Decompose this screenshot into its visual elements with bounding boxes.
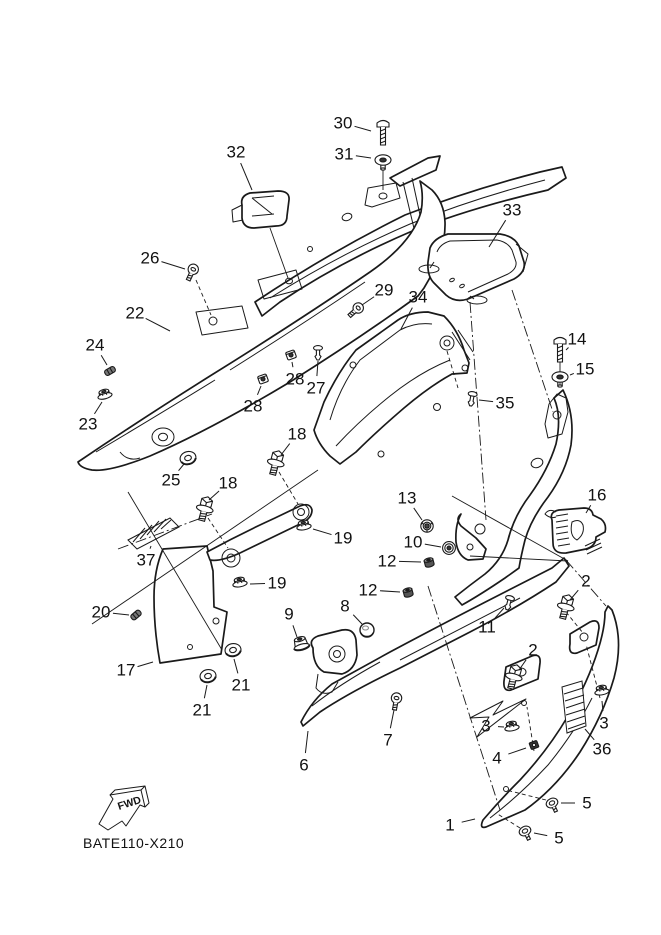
callout-leader-30: [355, 126, 371, 131]
fwd-arrow: [99, 786, 149, 830]
callout-12: 12: [377, 551, 397, 571]
callout-leader-17: [138, 662, 153, 667]
callout-leader-20: [113, 613, 129, 615]
callout-37: 37: [136, 550, 156, 570]
callout-18: 18: [218, 473, 238, 493]
callout-leader-23: [94, 402, 102, 414]
callout-leader-19: [313, 529, 332, 535]
callout-3: 3: [481, 716, 491, 736]
callout-28: 28: [243, 396, 263, 416]
part-16-latch: [545, 508, 606, 554]
screw-14-fastener: [554, 338, 566, 363]
part-37-emblem: [118, 514, 212, 549]
callouts-layer: [79, 114, 612, 848]
screw-5b-fastener: [518, 824, 535, 842]
callout-35: 35: [495, 393, 515, 413]
diagram-code: BATE110-X210: [83, 835, 185, 851]
callout-21: 21: [192, 700, 212, 720]
callout-31: 31: [334, 144, 354, 164]
callout-29: 29: [374, 280, 394, 300]
callout-5: 5: [582, 793, 592, 813]
callout-28: 28: [285, 369, 305, 389]
callout-leader-37: [150, 546, 151, 549]
callout-16: 16: [587, 485, 607, 505]
callout-20: 20: [91, 602, 111, 622]
washer-15-fastener: [552, 372, 568, 387]
callout-12: 12: [358, 580, 378, 600]
callout-2: 2: [528, 640, 538, 660]
grommet-21b-fastener: [199, 668, 217, 683]
callout-leader-22: [146, 318, 170, 331]
callout-leader-13: [414, 508, 422, 520]
nut-3a-fastener: [504, 720, 520, 732]
grommet-10-fastener: [443, 542, 456, 555]
callout-21: 21: [231, 675, 251, 695]
callout-leader-31: [356, 156, 371, 158]
callout-23: 23: [78, 414, 98, 434]
callout-2: 2: [581, 571, 591, 591]
callout-leader-10: [425, 544, 441, 547]
callout-17: 17: [116, 660, 136, 680]
callout-18: 18: [287, 424, 307, 444]
callout-leader-26: [161, 262, 185, 269]
callout-30: 30: [333, 113, 353, 133]
callout-33: 33: [502, 200, 522, 220]
callout-6: 6: [299, 755, 309, 775]
callout-leader-4: [508, 748, 526, 754]
callout-leader-12: [380, 591, 400, 592]
callout-10: 10: [403, 532, 423, 552]
nut-13-fastener: [421, 520, 433, 532]
callout-leader-12: [399, 561, 421, 562]
callout-leader-18: [281, 444, 290, 455]
callout-leader-2: [570, 590, 578, 600]
callout-leader-5: [534, 833, 547, 836]
callout-36: 36: [592, 739, 612, 759]
clip-20-fastener: [130, 609, 142, 621]
callout-leader-24: [101, 355, 107, 365]
screw-26-fastener: [183, 262, 200, 282]
callout-5: 5: [554, 828, 564, 848]
callout-4: 4: [492, 748, 502, 768]
callout-19: 19: [267, 573, 287, 593]
part-33-cover: [419, 234, 528, 304]
callout-leader-21: [204, 685, 207, 698]
nut-12b-fastener: [403, 587, 414, 598]
callout-11: 11: [478, 617, 496, 637]
callout-13: 13: [397, 488, 417, 508]
grommet-25-fastener: [179, 450, 198, 467]
callout-14: 14: [567, 329, 587, 349]
callout-25: 25: [161, 470, 181, 490]
screw-7-fastener: [389, 692, 402, 711]
rivet-35-fastener: [466, 391, 477, 407]
callout-leader-15: [570, 373, 574, 375]
bolt-18b-fastener: [193, 495, 216, 523]
callout-24: 24: [85, 335, 105, 355]
grommet-21a-fastener: [224, 642, 242, 657]
callout-3: 3: [599, 713, 609, 733]
callout-26: 26: [140, 248, 160, 268]
callout-27: 27: [306, 378, 326, 398]
part-17-bracket: [154, 546, 227, 663]
washer-31-fastener: [375, 155, 391, 170]
nut-23-fastener: [96, 388, 112, 401]
callout-leader-6: [305, 731, 308, 753]
callout-leader-8: [353, 615, 362, 624]
callout-15: 15: [575, 359, 595, 379]
bolt-18a-fastener: [264, 449, 287, 477]
cap-8-fastener: [360, 623, 374, 637]
callout-32: 32: [226, 142, 246, 162]
callout-leader-19: [250, 583, 265, 584]
nut-19b-fastener: [232, 576, 248, 588]
callout-leader-32: [241, 163, 252, 190]
callout-8: 8: [340, 596, 350, 616]
clip-24-fastener: [104, 366, 117, 377]
bolt-2a-fastener: [554, 593, 577, 621]
fwd-label: FWD: [116, 794, 143, 813]
callout-leader-35: [479, 400, 493, 402]
callout-34: 34: [408, 287, 428, 307]
clipnut-4-fastener: [529, 740, 539, 749]
callout-9: 9: [284, 604, 294, 624]
callout-leader-1: [462, 819, 475, 822]
callout-leader-7: [390, 710, 394, 728]
screw-5a-fastener: [545, 796, 562, 814]
callout-7: 7: [383, 730, 393, 750]
part-32-clip: [232, 191, 289, 278]
callout-22: 22: [125, 303, 145, 323]
callout-leader-21: [234, 659, 238, 673]
screw-30-fastener: [377, 121, 389, 146]
grommet-9-fastener: [292, 635, 310, 652]
nut-12a-fastener: [424, 557, 435, 568]
part-1-side-cover-lower: [470, 606, 619, 828]
callout-1: 1: [445, 815, 455, 835]
callout-leader-9: [293, 625, 297, 637]
callout-19: 19: [333, 528, 353, 548]
